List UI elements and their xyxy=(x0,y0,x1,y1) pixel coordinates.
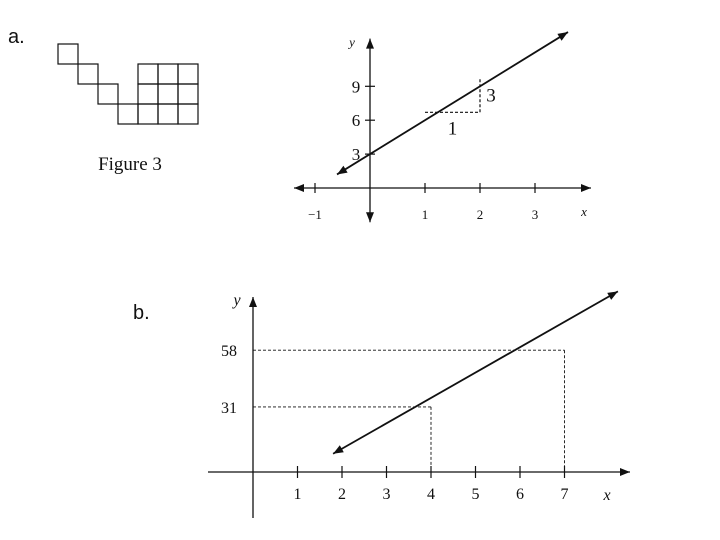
part-b-label: b. xyxy=(133,302,150,324)
x-tick-label: 1 xyxy=(421,207,429,222)
y-tick-label: 6 xyxy=(351,111,361,131)
y-tick-label: 3 xyxy=(351,145,361,165)
line-arrow-start xyxy=(333,445,344,453)
y-axis-label: y xyxy=(233,292,241,309)
y-tick-label: 31 xyxy=(221,399,237,417)
y-axis-arrow xyxy=(249,297,257,307)
x-tick-label: 2 xyxy=(476,207,484,222)
x-tick-label: 3 xyxy=(382,486,391,503)
y-tick-label: 58 xyxy=(221,343,237,361)
x-tick-label: 7 xyxy=(560,486,569,503)
x-tick-label: 5 xyxy=(471,486,480,503)
rise-label: 3 xyxy=(486,85,496,107)
x-axis-label: x xyxy=(581,204,587,219)
y-axis-label: y xyxy=(349,34,355,50)
run-label: 1 xyxy=(447,118,458,140)
x-tick-label: 3 xyxy=(531,207,539,222)
x-axis-arrow xyxy=(620,468,630,476)
x-tick-label: 6 xyxy=(516,486,524,503)
data-line xyxy=(333,291,618,453)
part-a-label: a. xyxy=(8,26,25,48)
figure-3-caption: Figure 3 xyxy=(98,154,162,175)
x-tick-label: 1 xyxy=(293,486,302,503)
x-tick-label: −1 xyxy=(308,207,322,222)
x-tick-label: 4 xyxy=(427,486,435,503)
y-tick-label: 9 xyxy=(351,77,361,97)
line-arrow-end xyxy=(607,291,618,299)
x-tick-label: 2 xyxy=(338,486,346,503)
x-axis-label: x xyxy=(603,487,611,504)
